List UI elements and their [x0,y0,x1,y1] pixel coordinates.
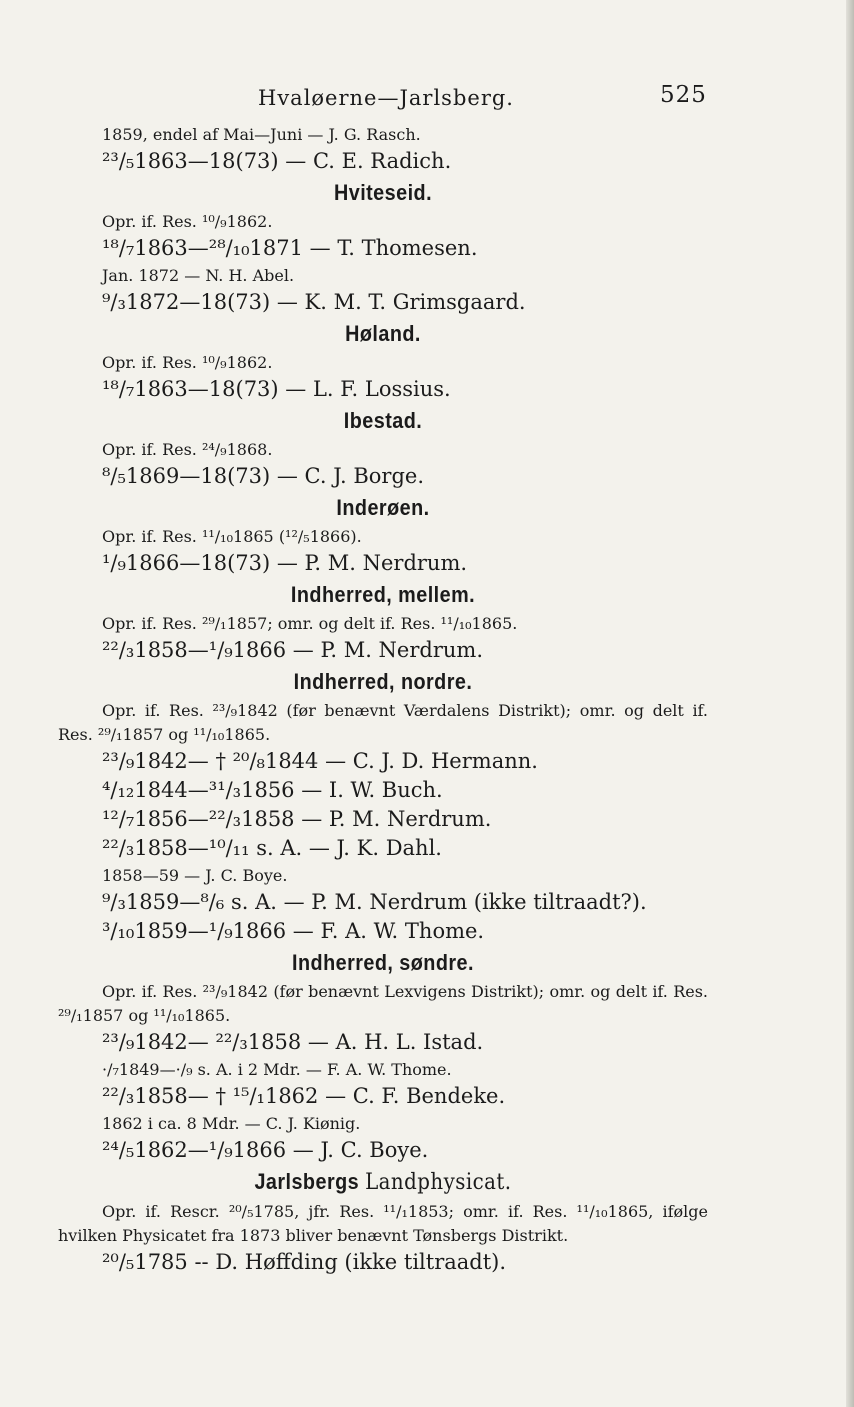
document-page [58,78,708,1277]
entry-line: ²⁴/₅1862—¹/₉1866 — J. C. Boye. [102,1138,429,1162]
entry-line: ²³/₉1842— † ²⁰/₈1844 — C. J. D. Hermann. [102,749,538,773]
entry-line: 1859, endel af Mai—Juni — J. G. Rasch. [102,125,421,144]
heading-text: Indherred, søndre. [292,950,474,975]
entry-line: ²²/₃1858—¹/₉1866 — P. M. Nerdrum. [102,638,483,662]
directory-content [58,122,708,1277]
section-heading [91,946,676,980]
entry-line: ²²/₃1858—¹⁰/₁₁ s. A. — J. K. Dahl. [102,836,442,860]
entry-line: 1862 i ca. 8 Mdr. — C. J. Kiønig. [102,1114,361,1133]
heading-text: Jarlsbergs [254,1169,360,1194]
section-hviteseid [58,176,708,317]
entry-line: 1858—59 — J. C. Boye. [102,866,288,885]
section-høland [58,317,708,404]
section-indherred-nordre [58,665,708,946]
entry-line: ¹⁸/₇1863—18(73) — L. F. Lossius. [102,377,451,401]
entry-line: ⁸/₅1869—18(73) — C. J. Borge. [102,464,425,488]
heading-text: Indherred, mellem. [290,582,476,607]
heading-rest-text: Landphysicat. [365,1170,512,1195]
establishment-note: Opr. if. Rescr. ²⁰/₅1785, jfr. Res. ¹¹/₁1853; omr. if. Res. ¹¹/₁₀1865, ifølge hvilken Physicatet fra 1873 bliver benævnt Tønsbergs Distrikt. [58,1202,708,1245]
establishment-note: Opr. if. Res. ²³/₉1842 (før benævnt Lexvigens Distrikt); omr. og delt if. Res. ²⁹/₁1857 og ¹¹/₁₀1865. [58,982,708,1025]
entry-line: ¹²/₇1856—²²/₃1858 — P. M. Nerdrum. [102,807,492,831]
page-number: 525 [660,82,707,108]
section-indherred-søndre [58,946,708,1165]
entry-line: ⁴/₁₂1844—³¹/₃1856 — I. W. Buch. [102,778,443,802]
section-heading [91,578,676,612]
section-heading [91,491,676,525]
running-title: Hvaløerne—Jarlsberg. [258,86,514,110]
heading-text: Indherred, nordre. [293,669,473,694]
establishment-note: Opr. if. Res. ¹¹/₁₀1865 (¹²/₅1866). [102,527,362,546]
entry-line: ³/₁₀1859—¹/₉1866 — F. A. W. Thome. [102,919,485,943]
section-heading [91,176,676,210]
establishment-note: Opr. if. Res. ¹⁰/₉1862. [102,212,273,231]
entry-line: ¹⁸/₇1863—²⁸/₁₀1871 — T. Thomesen. [102,236,478,260]
section-inderøen [58,491,708,578]
heading-text: Hviteseid. [333,180,433,205]
section-heading [91,665,676,699]
section-ibestad [58,404,708,491]
entry-line: ²³/₅1863—18(73) — C. E. Radich. [102,149,452,173]
section-heading [91,1165,676,1200]
heading-text: Ibestad. [343,408,423,433]
heading-text: Inderøen. [336,495,430,520]
section-indherred-mellem [58,578,708,665]
establishment-note: Opr. if. Res. ¹⁰/₉1862. [102,353,273,372]
entry-line: Jan. 1872 — N. H. Abel. [102,266,295,285]
section-jarlsbergs [58,1165,708,1277]
entry-line: ²⁰/₅1785 -- D. Høffding (ikke tiltraadt). [102,1250,507,1274]
entry-line: ²³/₉1842— ²²/₃1858 — A. H. L. Istad. [102,1030,484,1054]
section-heading [91,317,676,351]
establishment-note: Opr. if. Res. ²³/₉1842 (før benævnt Værdalens Distrikt); omr. og delt if. Res. ²⁹/₁1857 og ¹¹/₁₀1865. [58,701,708,744]
entry-line: ¹/₉1866—18(73) — P. M. Nerdrum. [102,551,468,575]
entry-line: ²²/₃1858— † ¹⁵/₁1862 — C. F. Bendeke. [102,1084,506,1108]
entry-line: ·/₇1849—·/₉ s. A. i 2 Mdr. — F. A. W. Thome. [102,1060,452,1079]
entry-line: ⁹/₃1872—18(73) — K. M. T. Grimsgaard. [102,290,526,314]
establishment-note: Opr. if. Res. ²⁹/₁1857; omr. og delt if. Res. ¹¹/₁₀1865. [102,614,518,633]
establishment-note: Opr. if. Res. ²⁴/₉1868. [102,440,273,459]
entry-line: ⁹/₃1859—⁸/₆ s. A. — P. M. Nerdrum (ikke tiltraadt?). [102,890,647,914]
page-header [102,78,708,122]
section-heading [91,404,676,438]
heading-text: Høland. [345,321,421,346]
page-edge-shadow [846,0,854,1407]
